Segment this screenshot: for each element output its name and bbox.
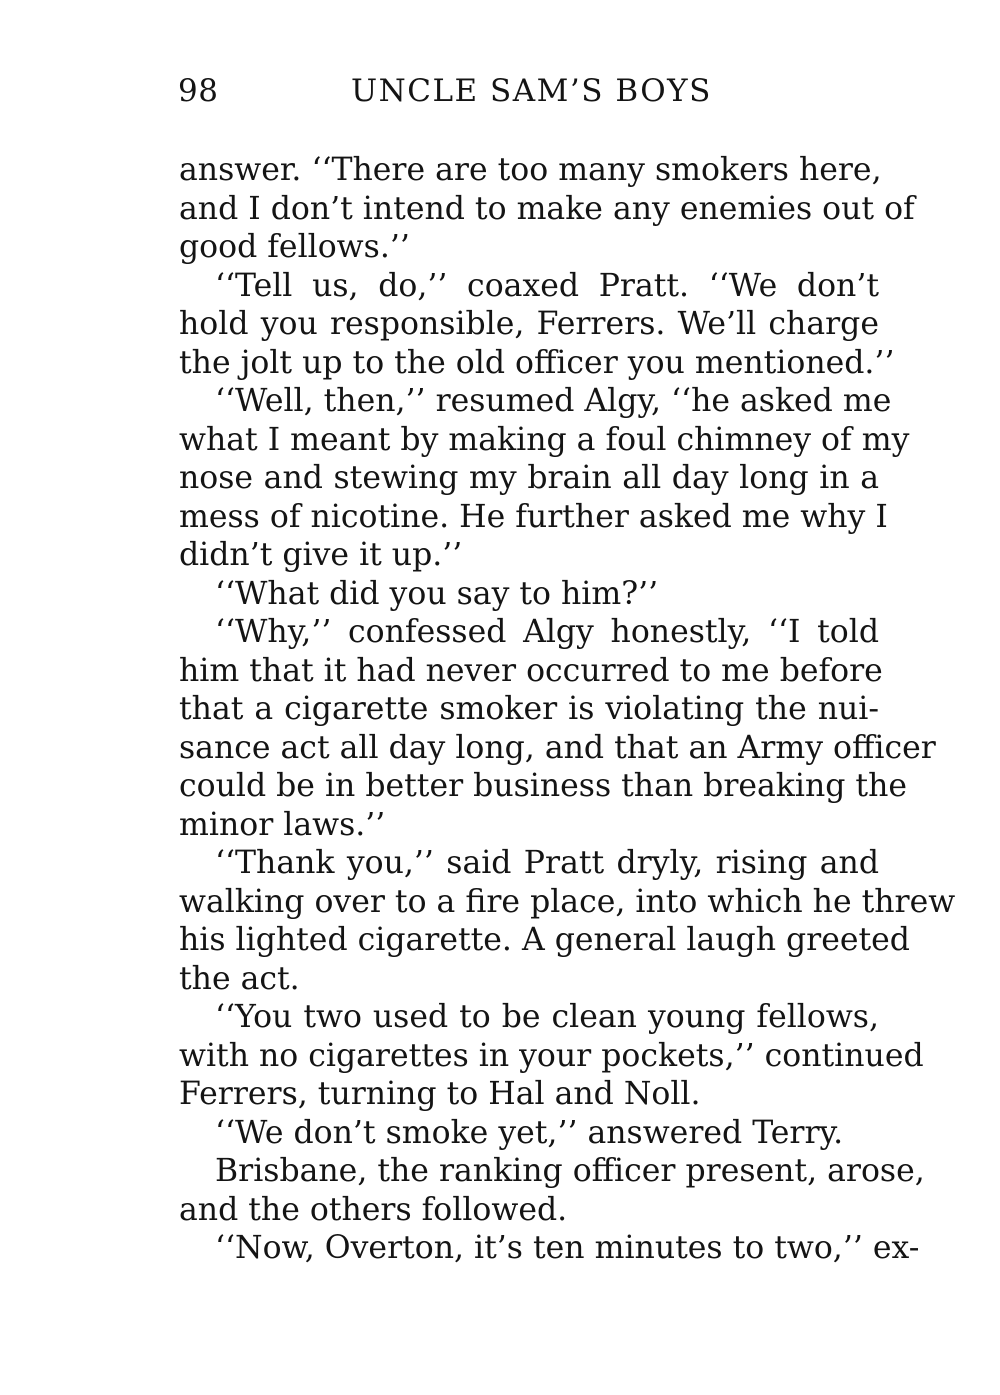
text-line: good fellows.’’ [179,229,410,265]
text-line: the act. [179,960,300,997]
text-line: Brisbane, the ranking officer present, arose, [215,1153,925,1189]
book-title: UNCLE SAM’S BOYS [351,73,712,109]
text-line: ‘‘Thank you,’’ said Pratt dryly, rising and [215,845,879,881]
page-number: 98 [178,73,219,109]
text-line: ‘‘We don’t smoke yet,’’ answered Terry. [215,1114,844,1151]
text-line: his lighted cigarette. A general laugh greeted [179,922,910,958]
text-line: Ferrers, turning to Hal and Noll. [179,1076,701,1112]
text-line: the jolt up to the old officer you mentioned.’’ [179,344,895,381]
text-line: and I don’t intend to make any enemies out of [179,190,915,227]
running-head [178,66,878,116]
text-line: minor laws.’’ [179,806,386,843]
text-line: and the others followed. [179,1191,568,1228]
text-line: answer. ‘‘There are too many smokers here, [179,152,882,188]
text-line: what I meant by making a foul chimney of my [179,421,910,458]
text-line: walking over to a fire place, into which he threw [179,883,956,920]
text-line: ‘‘Now, Overton, it’s ten minutes to two,’’ ex- [215,1230,920,1266]
text-line: ‘‘Well, then,’’ resumed Algy, ‘‘he asked me [215,383,892,419]
text-line: mess of nicotine. He further asked me why I [179,498,888,535]
text-line: with no cigarettes in your pockets,’’ continued [179,1037,924,1074]
text-line: could be in better business than breaking the [179,768,908,804]
text-line: nose and stewing my brain all day long in a [179,460,879,496]
text-line: that a cigarette smoker is violating the nui- [179,691,879,727]
text-line: ‘‘Why,’’ confessed Algy honestly, ‘‘I told [215,614,879,650]
text-line: ‘‘You two used to be clean young fellows, [215,999,879,1035]
text-line: didn’t give it up.’’ [179,537,463,573]
text-line: sance act all day long, and that an Army officer [179,729,936,766]
text-line: ‘‘What did you say to him?’’ [215,575,659,612]
text-line: hold you responsible, Ferrers. We’ll charge [179,306,879,342]
text-line: ‘‘Tell us, do,’’ coaxed Pratt. ‘‘We don’t [215,267,879,304]
text-line: him that it had never occurred to me before [179,652,883,689]
body-text [179,151,956,1268]
